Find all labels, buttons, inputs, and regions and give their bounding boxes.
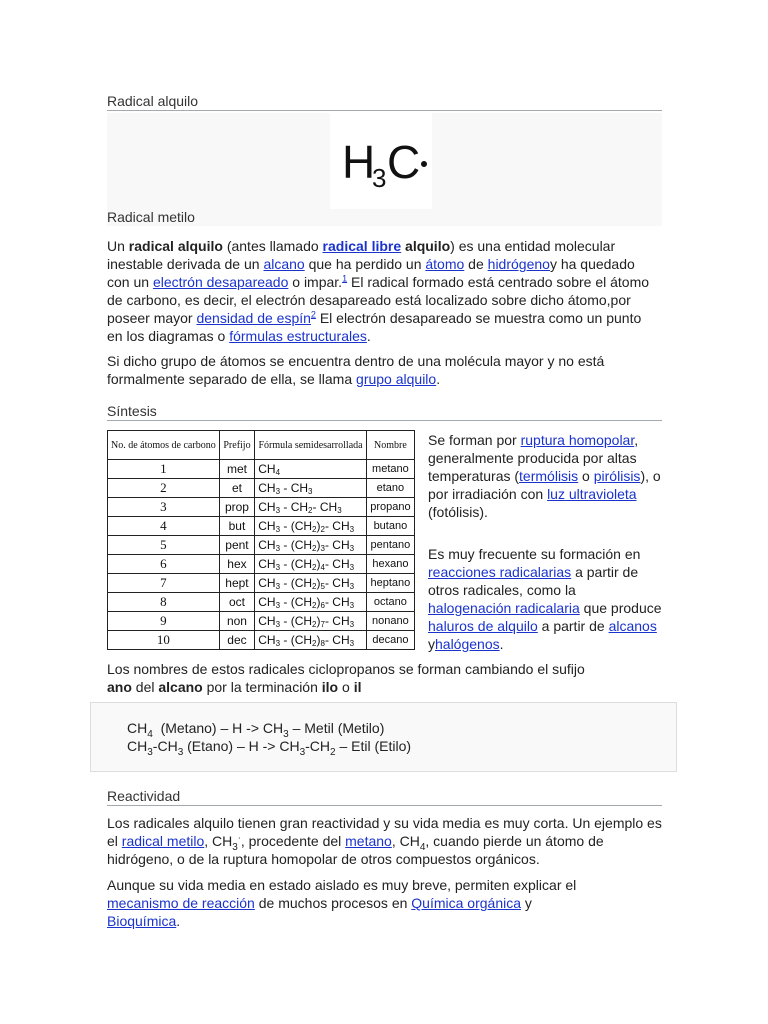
example-line-ethyl: $CH_3-CH_3$ $(Etano) - H -> CH_3-CH_2$ – Etil (Etilo): [127, 738, 412, 758]
cell-name: etano: [366, 479, 414, 498]
cell-formula: CH3 - (CH2)8- CH3: [255, 631, 367, 650]
intro-paragraph-2: Si dicho grupo de átomos se encuentra dentro de una molécula mayor y no está formalmente separado de ella, se llama grupo alquilo.: [107, 353, 605, 387]
example-code-block: [90, 702, 677, 772]
cell-formula: CH4: [255, 460, 367, 479]
example-line-methyl: $CH_4$ $(Metano) - H -> CH_3$ – Metil (Metilo): [127, 720, 385, 740]
link-pirolisis[interactable]: pirólisis: [593, 468, 641, 484]
radical-dot-icon: [421, 161, 427, 167]
table-header-row: [108, 431, 415, 460]
table-row: [108, 498, 415, 517]
cell-prefix: non: [219, 612, 255, 631]
header-formula: Fórmula semidesarrollada: [255, 431, 367, 460]
cell-prefix: prop: [219, 498, 255, 517]
table-row: [108, 536, 415, 555]
link-densidad-de-espin[interactable]: densidad de espín: [196, 310, 311, 326]
cell-prefix: hex: [219, 555, 255, 574]
link-halogenos[interactable]: halógenos: [435, 636, 500, 652]
cell-formula: CH3 - (CH2)2- CH3: [255, 517, 367, 536]
alkane-table-image: [107, 430, 415, 650]
cell-n: 1: [108, 460, 220, 479]
cell-n: 3: [108, 498, 220, 517]
section-heading-sintesis: Síntesis: [107, 403, 662, 421]
link-halogenacion-radicalaria[interactable]: halogenación radicalaria: [428, 600, 580, 616]
link-termolisis[interactable]: termólisis: [519, 468, 579, 484]
link-luz-ultravioleta[interactable]: luz ultravioleta: [547, 486, 637, 502]
cell-prefix: oct: [219, 593, 255, 612]
cell-name: decano: [366, 631, 414, 650]
link-grupo-alquilo[interactable]: grupo alquilo: [356, 371, 437, 387]
infobox-heading: Radical alquilo: [107, 93, 662, 111]
naming-paragraph: Los nombres de estos radicales ciclopropanos se forman cambiando el sufijo ano del alcano por la terminación ilo o il: [107, 661, 585, 695]
cell-n: 8: [108, 593, 220, 612]
cell-name: nonano: [366, 612, 414, 631]
cell-n: 2: [108, 479, 220, 498]
table-row: [108, 479, 415, 498]
cell-name: propano: [366, 498, 414, 517]
cell-formula: CH3 - (CH2)5- CH3: [255, 574, 367, 593]
cell-prefix: et: [219, 479, 255, 498]
molecule-subscript: 3: [372, 163, 387, 193]
cell-n: 7: [108, 574, 220, 593]
cell-n: 6: [108, 555, 220, 574]
cell-prefix: but: [219, 517, 255, 536]
table-row: [108, 631, 415, 650]
cell-formula: CH3 - CH3: [255, 479, 367, 498]
header-prefix: Prefijo: [219, 431, 255, 460]
cell-name: metano: [366, 460, 414, 479]
cell-formula: CH3 - (CH2)7- CH3: [255, 612, 367, 631]
table-row: [108, 574, 415, 593]
link-formulas-estructurales[interactable]: fórmulas estructurales: [229, 328, 367, 344]
link-alcanos[interactable]: alcanos: [608, 618, 657, 634]
link-atomo[interactable]: átomo: [425, 256, 465, 272]
cell-formula: CH3 - (CH2)6- CH3: [255, 593, 367, 612]
infobox-caption: Radical metilo: [107, 209, 195, 225]
cell-n: 4: [108, 517, 220, 536]
reactivity-paragraph-2: Aunque su vida media en estado aislado es muy breve, permiten explicar el mecanismo de reacción de muchos procesos en Química orgánica y Bioquímica.: [107, 877, 577, 929]
header-carbon-count: No. de átomos de carbono: [108, 431, 220, 460]
link-reacciones-radicalarias[interactable]: reacciones radicalarias: [428, 564, 572, 580]
cell-formula: CH3 - CH2- CH3: [255, 498, 367, 517]
reactivity-paragraph-1: Los radicales alquilo tienen gran reactividad y su vida media es muy corta. Un ejemplo es el radical metilo, $CH_3^\cdot$, procedente del metano, $CH_4$, cuando pierde un átomo de hidrógeno, o de la ruptura homopolar de otros compuestos orgánicos.: [107, 815, 662, 867]
table-row: [108, 555, 415, 574]
synthesis-paragraph-1: Se forman por ruptura homopolar, generalmente producida por altas temperaturas (termólisis o pirólisis), o por irradiación con luz ultravioleta (fotólisis).: [428, 432, 661, 520]
table-row: [108, 460, 415, 479]
cell-name: pentano: [366, 536, 414, 555]
reference-2[interactable]: 2: [310, 309, 316, 320]
reference-1[interactable]: 1: [342, 273, 348, 284]
cell-name: octano: [366, 593, 414, 612]
infobox: [107, 113, 662, 226]
link-bioquimica[interactable]: Bioquímica: [107, 913, 177, 929]
link-electron-desapareado[interactable]: electrón desapareado: [152, 274, 289, 290]
link-ruptura-homopolar[interactable]: ruptura homopolar: [520, 432, 635, 448]
link-radical-libre[interactable]: radical libre: [322, 238, 402, 254]
cell-name: butano: [366, 517, 414, 536]
header-name: Nombre: [366, 431, 414, 460]
methyl-radical-structure-image: [330, 113, 432, 209]
link-metano[interactable]: metano: [345, 833, 392, 849]
cell-n: 9: [108, 612, 220, 631]
molecule-c: C: [387, 136, 421, 188]
cell-n: 10: [108, 631, 220, 650]
alkane-table: [107, 430, 415, 650]
link-alcano[interactable]: alcano: [263, 256, 305, 272]
cell-name: heptano: [366, 574, 414, 593]
link-radical-metilo[interactable]: radical metilo: [121, 833, 205, 849]
cell-n: 5: [108, 536, 220, 555]
table-row: [108, 593, 415, 612]
cell-prefix: pent: [219, 536, 255, 555]
cell-name: hexano: [366, 555, 414, 574]
cell-prefix: met: [219, 460, 255, 479]
table-row: [108, 517, 415, 536]
cell-prefix: dec: [219, 631, 255, 650]
intro-paragraph: Un radical alquilo (antes llamado radical libre alquilo) es una entidad molecular inestable derivada de un alcano que ha perdido un átomo de hidrógenoy ha quedado con un electrón desapareado o impar.$^1$ El radical formado está centrado sobre el átomo de carbono, es decir, el electrón desapareado está localizado sobre dicho átomo,por poseer mayor densidad de espín$^2$ El electrón desapareado se muestra como un punto en los diagramas o fórmulas estructurales.: [107, 238, 650, 344]
link-haluros-de-alquilo[interactable]: haluros de alquilo: [428, 618, 538, 634]
section-heading-reactividad: Reactividad: [107, 788, 662, 806]
table-row: [108, 612, 415, 631]
link-hidrogeno[interactable]: hidrógeno: [487, 256, 550, 272]
synthesis-paragraph-2: Es muy frecuente su formación en reacciones radicalarias a partir de otros radicales, como la halogenación radicalaria que produce haluros de alquilo a partir de alcanos yhalógenos.: [428, 546, 662, 652]
link-mecanismo-de-reaccion[interactable]: mecanismo de reacción: [107, 895, 255, 911]
cell-formula: CH3 - (CH2)4- CH3: [255, 555, 367, 574]
molecule-h: H: [342, 136, 376, 188]
link-quimica-organica[interactable]: Química orgánica: [411, 895, 521, 911]
cell-prefix: hept: [219, 574, 255, 593]
cell-formula: CH3 - (CH2)3- CH3: [255, 536, 367, 555]
